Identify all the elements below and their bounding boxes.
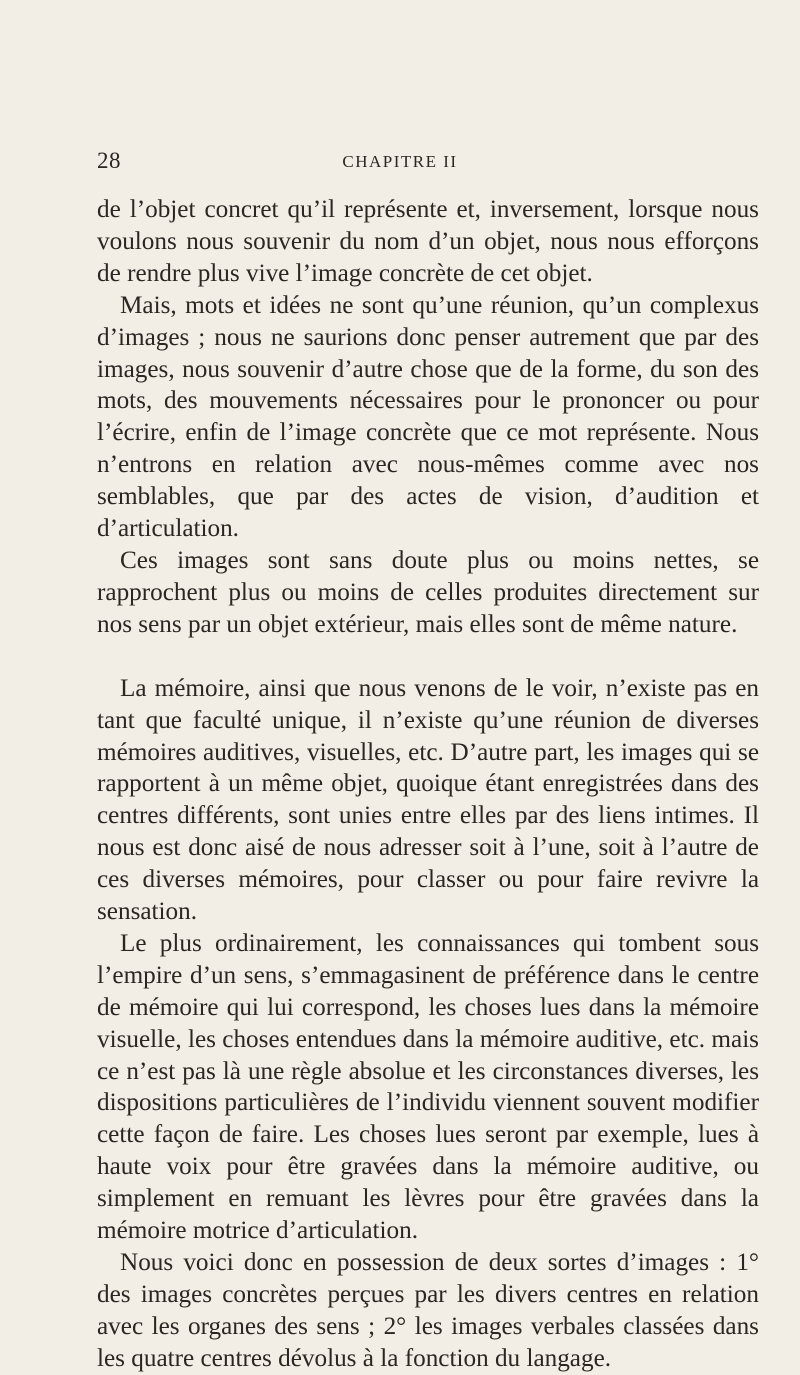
paragraph-3: Ces images sont sans doute plus ou moins nettes, se rapprochent plus ou moins de celles produites directement sur nos sens par un objet extérieur, mais elles sont de même nature. [97,546,759,638]
body-text [97,194,759,1375]
paragraph-5: Le plus ordinairement, les connaissances qui tombent sous l’empire d’un sens, s’emmagasinent de préférence dans le centre de mémoire qui lui correspond, les choses lues dans la mémoire visuelle, les choses entendues dans la mémoire auditive, etc. mais ce n’est pas là une règle absolue et les circonstances diverses, les dispositions particulières de l’individu viennent souvent modifier cette façon de faire. Les choses lues seront par exemple, lues à haute voix pour être gravées dans la mémoire auditive, ou simplement en remuant les lèvres pour être gravées dans la mémoire motrice d’articulation. [97,929,759,1245]
paragraph-4: La mémoire, ainsi que nous venons de le voir, n’existe pas en tant que faculté unique, il n’existe qu’une réunion de diverses mémoires auditives, visuelles, etc. D’autre part, les images qui se rapportent à un même objet, quoique étant enregistrées dans des centres différents, sont unies entre elles par des liens intimes. Il nous est donc aisé de nous adresser soit à l’une, soit à l’autre de ces diverses mémoires, pour classer ou pour faire revivre la sensation. [97,674,759,926]
paragraph-2: Mais, mots et idées ne sont qu’une réunion, qu’un complexus d’images ; nous ne saurions donc penser autrement que par des images, nous souvenir d’autre chose que de la forme, du son des mots, des mouvements nécessaires pour le prononcer ou pour l’écrire, enfin de l’image concrète que ce mot représente. Nous n’entrons en relation avec nous-mêmes comme avec nos semblables, que par des actes de vision, d’audition et d’articulation. [97,291,759,543]
page-number: 28 [97,148,121,173]
running-head: CHAPITRE II [342,152,458,171]
paragraph-6: Nous voici donc en possession de deux sortes d’images : 1° des images concrètes perçues par les divers centres en relation avec les organes des sens ; 2° les images verbales classées dans les quatre centres dévolus à la fonction du langage. [97,1249,759,1372]
page-header [0,148,800,178]
paragraph-1: de l’objet concret qu’il représente et, inversement, lorsque nous voulons nous souvenir du nom d’un objet, nous nous efforçons de rendre plus vive l’image concrète de cet objet. [97,196,759,287]
